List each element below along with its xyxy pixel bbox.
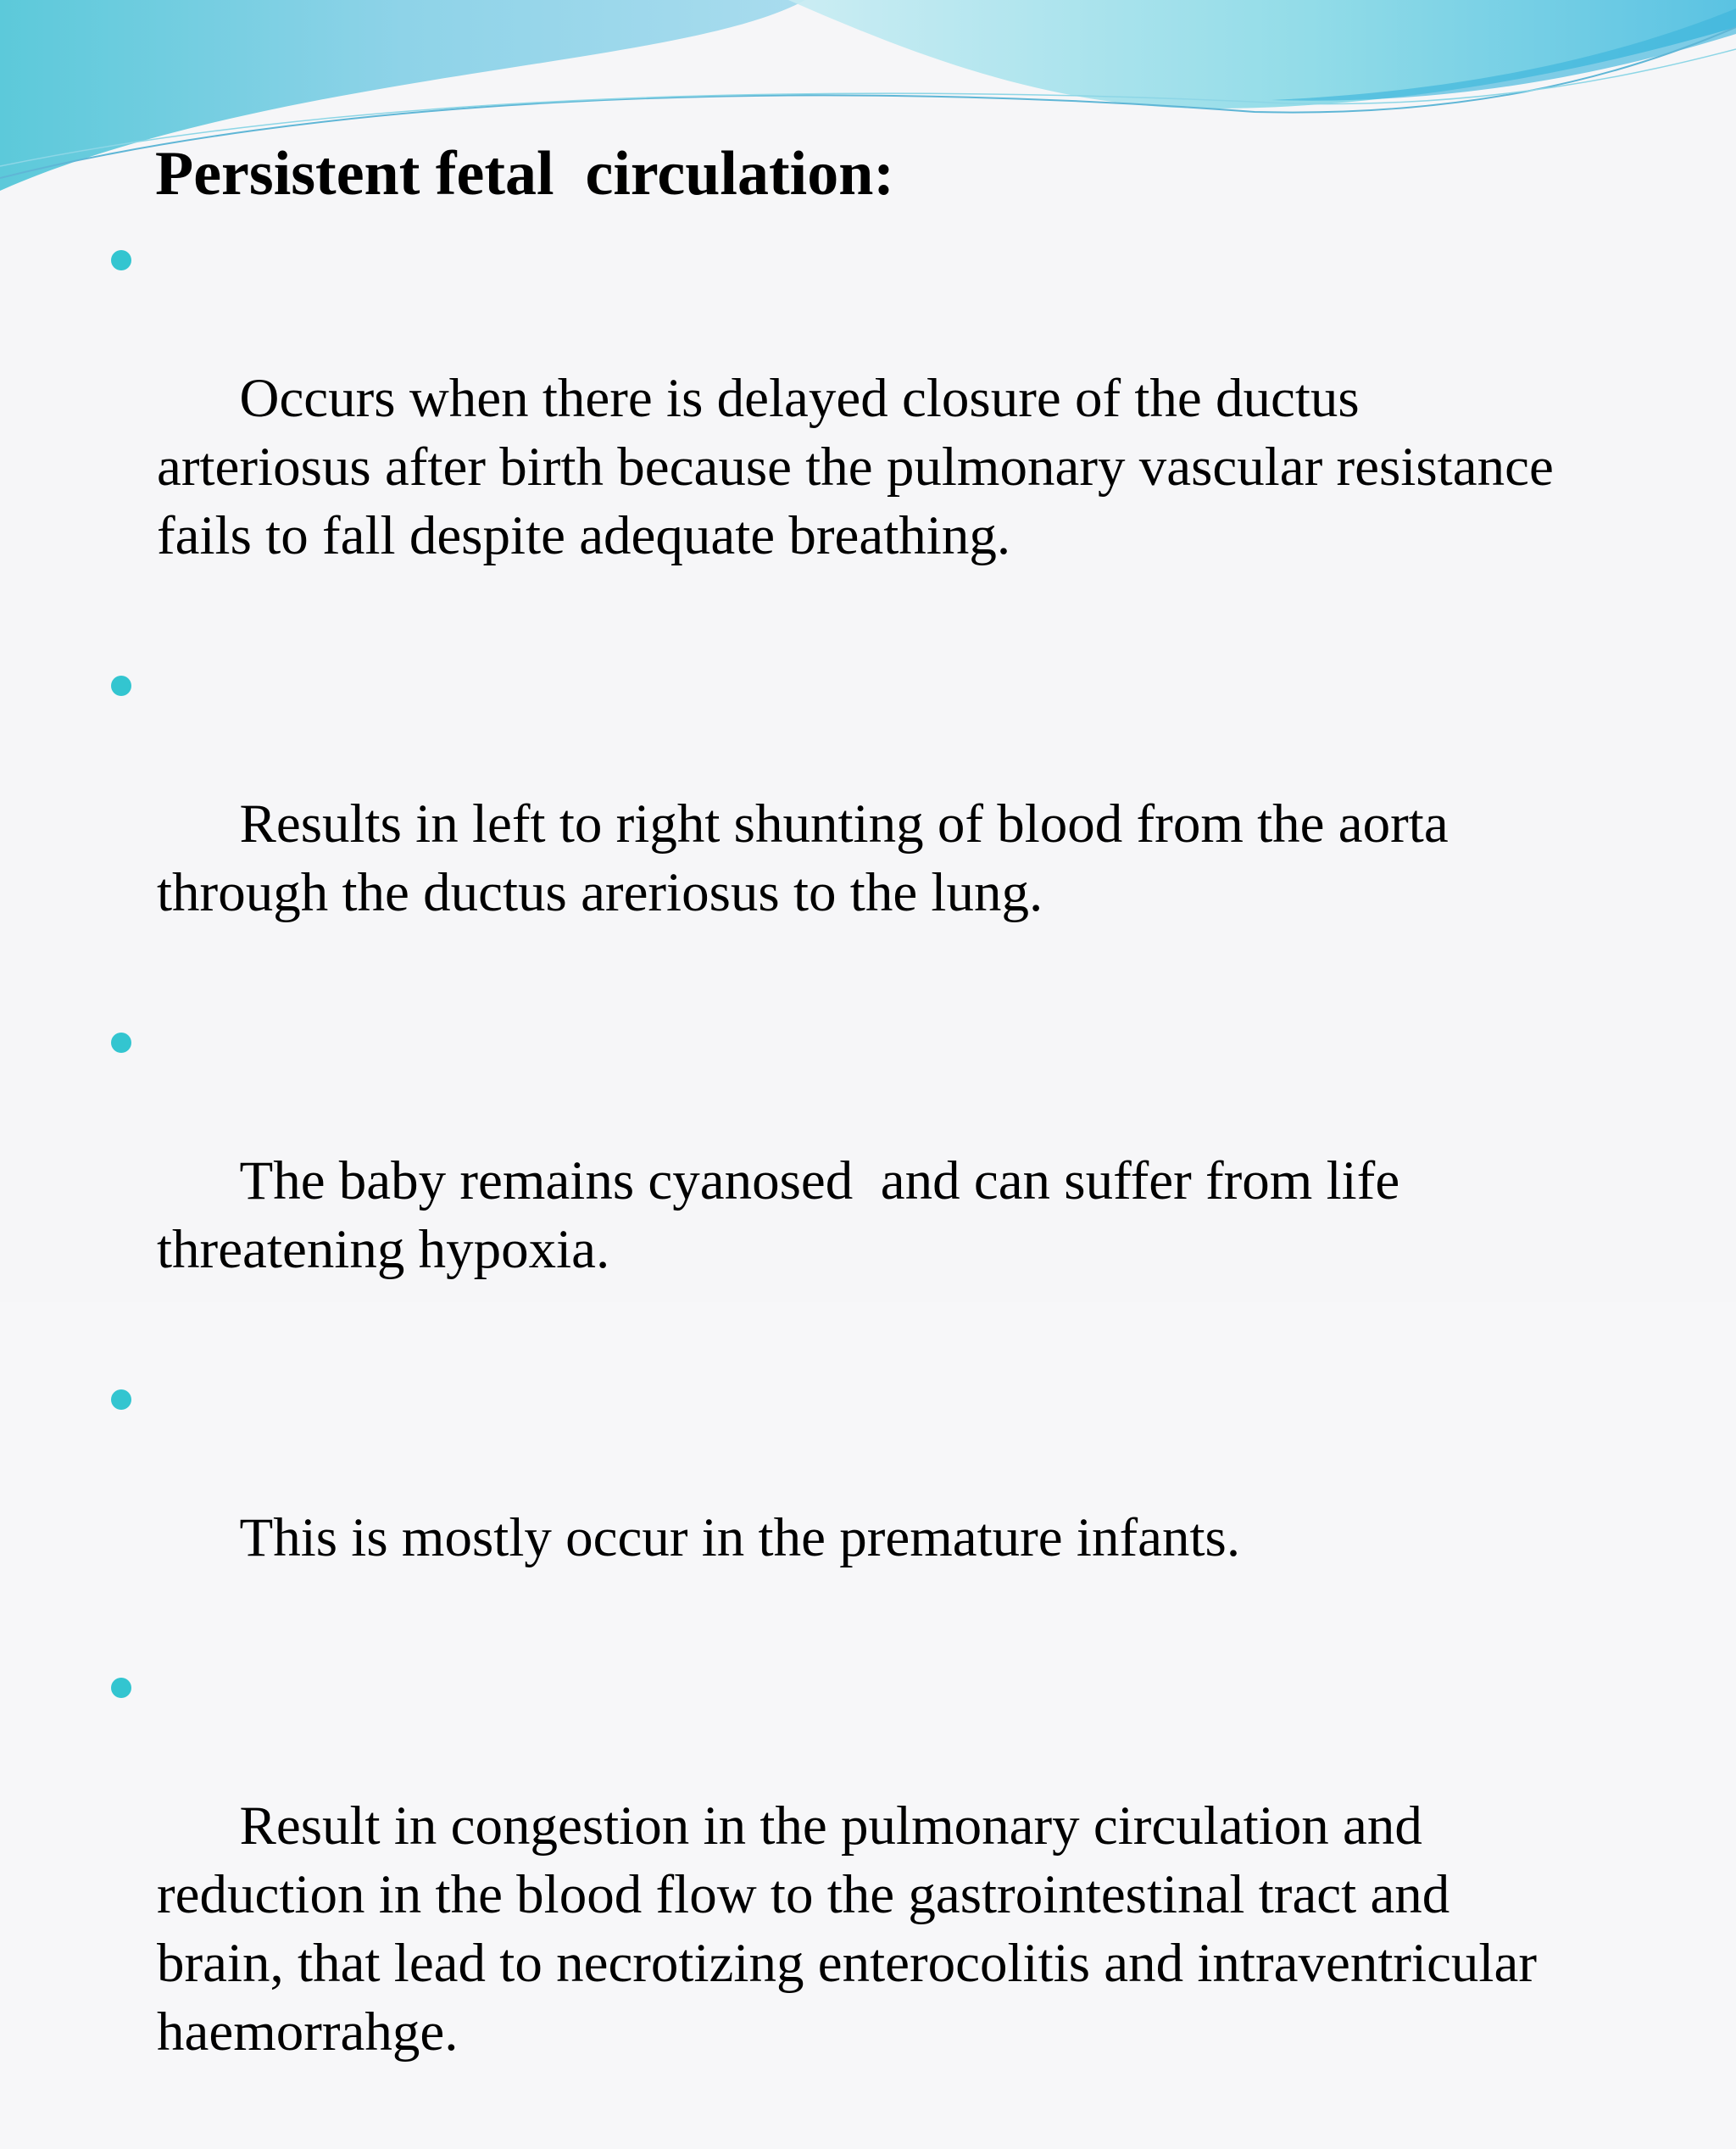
list-item — [0, 227, 1568, 639]
bullet-text: The baby remains cyanosed and can suffer from life threatening hypoxia. — [157, 1150, 1414, 1280]
bullet-dot-icon — [111, 1678, 131, 1698]
bullet-text: This is mostly occur in the premature infants. — [239, 1507, 1241, 1568]
bullet-text: Result in congestion in the pulmonary circulation and reduction in the blood flow to the gastrointestinal tract and brain, that lead to necrotizing enterocolitis and intraventricular haemorrahge. — [157, 1795, 1551, 2063]
bullet-text: Occurs when there is delayed closure of the ductus arteriosus after birth because the pulmonary vascular resistance fails to fall despite adequate breathing. — [157, 368, 1568, 566]
slide-title: Persistent fetal circulation: — [155, 139, 894, 209]
bullet-dot-icon — [111, 1389, 131, 1410]
list-item — [0, 1655, 1564, 2135]
bullet-list — [0, 227, 1736, 2149]
list-item — [0, 653, 1564, 996]
list-item — [0, 1367, 1564, 1641]
bullet-dot-icon — [111, 1033, 131, 1053]
list-item — [0, 1010, 1564, 1353]
bullet-text: Results in left to right shunting of blood from the aorta through the ductus areriosus to the lung. — [157, 793, 1462, 923]
bullet-dot-icon — [111, 676, 131, 696]
bullet-dot-icon — [111, 250, 131, 270]
